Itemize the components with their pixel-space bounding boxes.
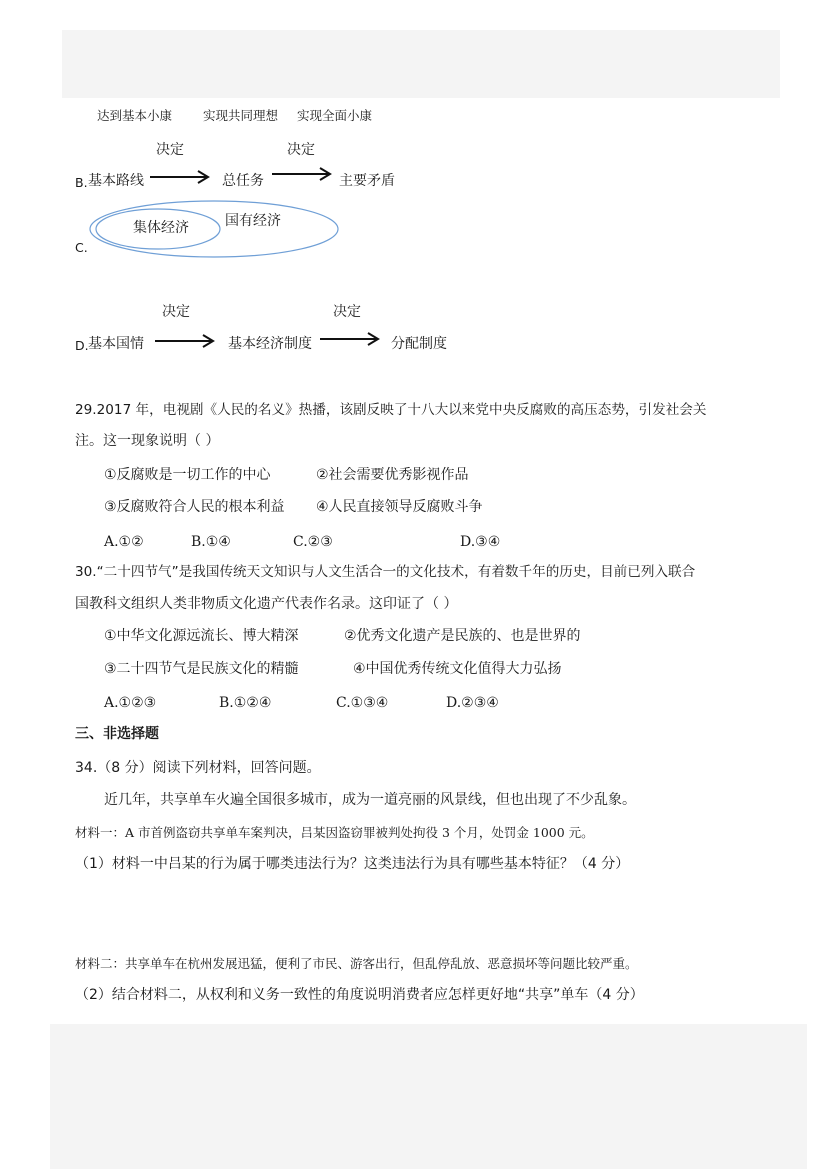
q30-option-c: C.①③④	[336, 695, 389, 711]
section-title: 三、非选择题	[75, 726, 159, 742]
q29-stem-line-2: 注。这一现象说明（ ）	[75, 433, 220, 449]
q34-header: 34.（8 分）阅读下列材料，回答问题。	[75, 760, 321, 776]
footer-shade	[50, 1024, 807, 1169]
option-d-item-2: 基本经济制度	[228, 336, 312, 352]
option-a-label-3: 实现全面小康	[297, 108, 373, 123]
q30-stem-line-2: 国教科文组织人类非物质文化遗产代表作名录。这印证了（ ）	[75, 596, 458, 612]
q30-statement-1: ①中华文化源远流长、博大精深	[104, 628, 299, 644]
q29-option-d: D.③④	[460, 534, 501, 550]
q29-option-c: C.②③	[293, 534, 333, 550]
q30-option-d: D.②③④	[446, 695, 499, 711]
q34-material-2: 材料二：共享单车在杭州发展迅猛，便利了市民、游客出行，但乱停乱放、恶意损坏等问题比较严重。	[75, 956, 638, 971]
outer-ellipse	[90, 201, 338, 257]
option-c-outer-label: 国有经济	[225, 213, 281, 229]
q29-statement-2: ②社会需要优秀影视作品	[316, 467, 469, 483]
option-b-arrow-2	[272, 167, 334, 181]
q30-statement-2: ②优秀文化遗产是民族的、也是世界的	[344, 628, 581, 644]
option-d-letter: D.	[75, 338, 89, 353]
option-a-label-2: 实现共同理想	[203, 108, 279, 123]
q34-material-1: 材料一：A 市首例盗窃共享单车案判决，吕某因盗窃罪被判处拘役 3 个月，处罚金 1000 元。	[75, 825, 594, 840]
option-b-item-3: 主要矛盾	[339, 173, 395, 189]
option-d-arrow-1	[155, 334, 217, 348]
q29-stem-line-1: 29.2017 年，电视剧《人民的名义》热播，该剧反映了十八大以来党中央反腐败的高压态势，引发社会关	[75, 402, 707, 418]
option-b-arrow-label-2: 决定	[287, 142, 315, 158]
q29-statement-1: ①反腐败是一切工作的中心	[104, 467, 271, 483]
option-d-item-3: 分配制度	[391, 336, 447, 352]
option-d-arrow-label-2: 决定	[333, 304, 361, 320]
option-b-letter: B.	[75, 175, 88, 190]
header-shade	[62, 30, 780, 98]
q34-subquestion-2: （2）结合材料二，从权利和义务一致性的角度说明消费者应怎样更好地“共享”单车（4 分）	[75, 987, 644, 1003]
q29-option-a: A.①②	[104, 534, 144, 550]
option-d-item-1: 基本国情	[88, 336, 144, 352]
option-a-label-1: 达到基本小康	[97, 108, 173, 123]
q29-statement-3: ③反腐败符合人民的根本利益	[104, 499, 285, 515]
q34-intro: 近几年，共享单车火遍全国很多城市，成为一道亮丽的风景线，但也出现了不少乱象。	[104, 792, 636, 808]
option-d-arrow-2	[320, 332, 382, 346]
option-c-inner-label: 集体经济	[133, 220, 189, 236]
q34-subquestion-1: （1）材料一中吕某的行为属于哪类违法行为？这类违法行为具有哪些基本特征？（4 分）	[75, 856, 630, 872]
q30-statement-4: ④中国优秀传统文化值得大力弘扬	[353, 661, 562, 677]
q30-option-b: B.①②④	[219, 695, 272, 711]
option-c-letter: C.	[75, 240, 88, 255]
option-d-arrow-label-1: 决定	[162, 304, 190, 320]
q29-statement-4: ④人民直接领导反腐败斗争	[316, 499, 483, 515]
q30-statement-3: ③二十四节气是民族文化的精髓	[104, 661, 299, 677]
option-c-venn	[88, 198, 344, 262]
option-b-item-2: 总任务	[222, 173, 264, 189]
option-b-arrow-label-1: 决定	[156, 142, 184, 158]
q30-option-a: A.①②③	[104, 695, 157, 711]
q30-stem-line-1: 30.“二十四节气”是我国传统天文知识与人文生活合一的文化技术，有着数千年的历史，目前已列入联合	[75, 564, 696, 580]
q29-option-b: B.①④	[191, 534, 231, 550]
option-b-arrow-1	[150, 170, 212, 184]
option-b-item-1: 基本路线	[88, 173, 144, 189]
